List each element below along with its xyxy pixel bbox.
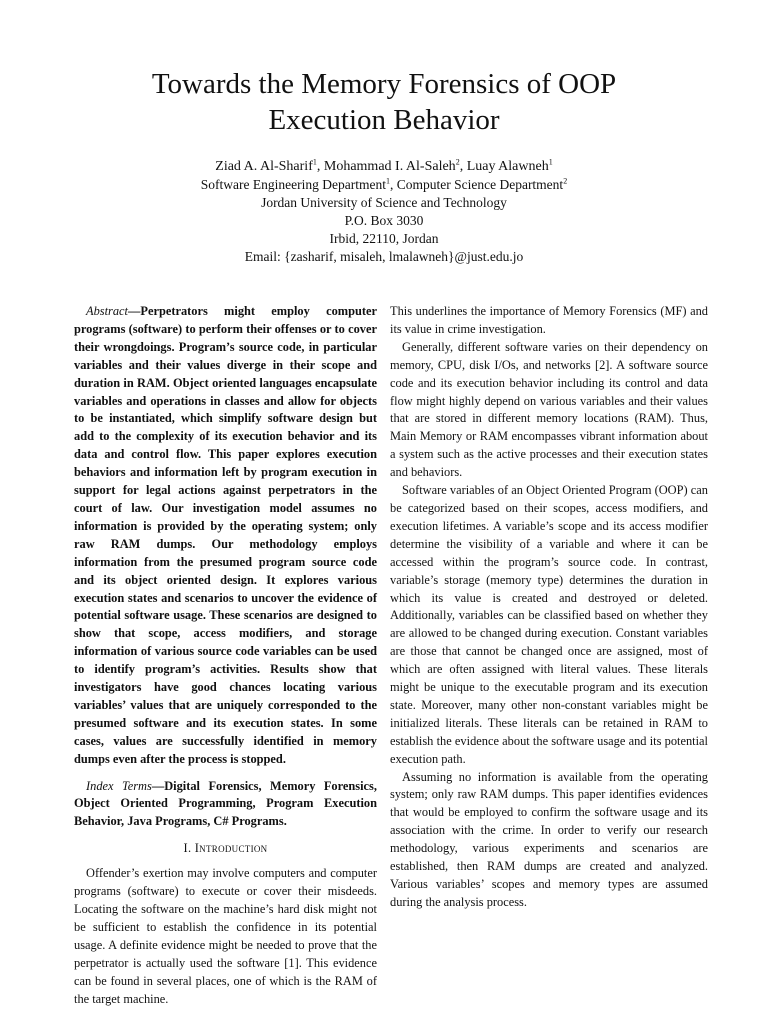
author-name: Ziad A. Al-Sharif — [215, 159, 313, 174]
separator: , — [459, 159, 467, 174]
section-title: Introduction — [194, 841, 268, 856]
right-column — [390, 303, 708, 912]
department: Software Engineering Department — [200, 177, 386, 192]
affiliation-marker: 1 — [385, 176, 390, 186]
university: Jordan University of Science and Technology — [261, 195, 507, 210]
index-terms — [74, 778, 377, 832]
affiliation-marker: 1 — [548, 157, 553, 167]
departments — [60, 176, 708, 194]
affiliation-marker: 2 — [455, 157, 460, 167]
section-number: I. — [183, 841, 192, 856]
abstract — [74, 303, 377, 769]
section-heading — [74, 840, 377, 858]
author-name: Luay Alawneh — [466, 159, 549, 174]
paragraph: Assuming no information is available from the operating system; only raw RAM dumps. This paper identifies evidences that would be employed to confirm the software usage and its association with the crime. In order to verify our research methodology, various experiments and scenarios are established, then RAM dumps are created and analyzed. Various variables’ scopes and memory types are assumed during the analysis process. — [390, 769, 708, 909]
index-terms-dash: — — [151, 778, 165, 793]
left-column — [74, 303, 377, 1008]
abstract-label: Abstract — [86, 304, 128, 318]
author-block — [60, 158, 708, 266]
paragraph: Generally, different software varies on their dependency on memory, CPU, disk I/Os, and networks [2]. A software source code and its execution behavior including its control and data flow might highly depend on various variables and their values that are stored in different memory locations (RAM). Thus, Main Memory or RAM encompasses vibrant information about a system such as the active processes and their execution states and behaviors. — [390, 339, 708, 480]
department: Computer Science Department — [396, 177, 564, 192]
index-terms-text: Digital Forensics, Memory Forensics, Object Oriented Programming, Program Execution Behavior, Java Programs, C# Programs. — [74, 778, 377, 829]
paper-title — [60, 66, 708, 138]
index-terms-label: Index Terms — [86, 778, 152, 793]
city: Irbid, 22110, Jordan — [329, 231, 439, 246]
paragraph: Offender’s exertion may involve computers and computer programs (software) to execute or cover their misdeeds. Locating the software on the machine’s hard disk might not be sufficient to establish the confidence in its potential usage. A definite evidence might be needed to prove that the perpetrator is actually used the software [1]. This evidence can be found in several places, one of which is the RAM of the target machine. — [74, 866, 377, 1006]
po-box: P.O. Box 3030 — [344, 213, 424, 228]
author-names — [60, 158, 708, 176]
affiliation-marker: 2 — [563, 176, 568, 186]
paragraph: Software variables of an Object Oriented Program (OOP) can be categorized based on their scopes, access modifiers, and execution lifetimes. A variable’s scope and its access modifier determine the visibility of a variable and where it can be accessed within the program’s source code. In contrast, variable’s storage (memory type) determines the duration in which its value is created and destroyed or deleted. Additionally, variables can be classified based on whether they are allowed to be changed during execution. Constant variables are those that cannot be changed once are assigned, most of which are often assigned with literal values. These literals might be unique to the executable program and its execution state. Moreover, many other non-constant variables might be initialized literals. These literals can be retained in RAM to establish the evidence about the software usage and its potential execution path. — [390, 483, 708, 766]
author-name: Mohammad I. Al-Saleh — [323, 159, 456, 174]
abstract-text: Perpetrators might employ computer programs (software) to perform their offenses or to cover their wrongdoings. Program’s source code, in particular variables and their values diverge in their scope and duration in RAM. Object oriented languages encapsulate variables and operations in classes and allow for objects to be instantiated, which simplify software design but add to the complexity of its execution behavior and its data and control flow. This paper explores execution behaviors and information left by program execution in support for legal actions against perpetrators in the court of law. Our investigation model assumes no information is provided by the operating system; only raw RAM dumps. Our methodology employs information from the presumed program source code and its object oriented design. It explores various execution states and scenarios to uncover the evidence of potential software usage. These scenarios are designed to show that scope, access modifiers, and storage information of various source code variables can be used to identify program’s activities. Results show that investigators have good chances locating various variables’ values that are uniquely corresponded to the presumed software and its execution states. In some cases, values are successfully identified in memory dumps even after the process is stopped. — [74, 304, 377, 766]
email: Email: {zasharif, misaleh, lmalawneh}@just.edu.jo — [244, 249, 524, 264]
paragraph: This underlines the importance of Memory Forensics (MF) and its value in crime investigation. — [390, 304, 708, 336]
separator: , — [389, 177, 397, 192]
affiliation-marker: 1 — [312, 157, 317, 167]
title-line-2: Execution Behavior — [268, 104, 500, 136]
separator: , — [316, 159, 324, 174]
title-line-1: Towards the Memory Forensics of OOP — [151, 68, 617, 100]
abstract-dash: — — [128, 304, 141, 318]
